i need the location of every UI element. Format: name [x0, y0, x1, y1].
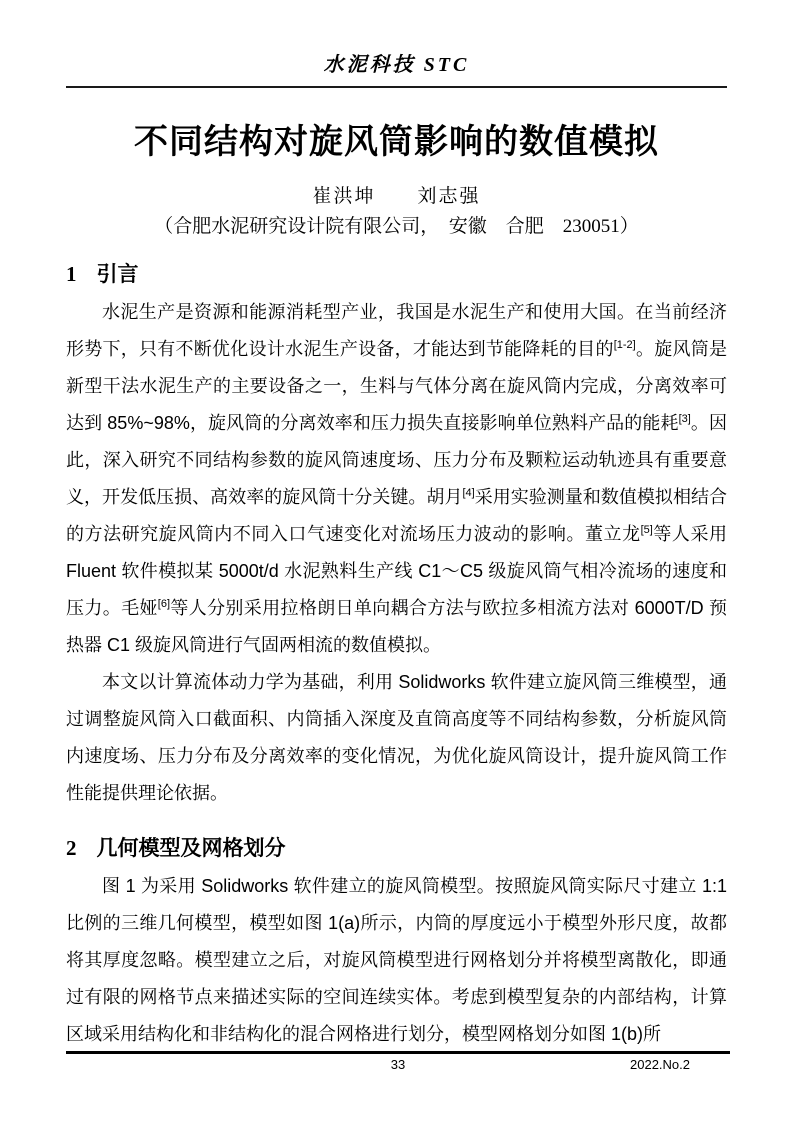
- paragraph-text: 水泥生产是资源和能源消耗型产业，我国是水泥生产和使用大国。在当前经济形势下，只有不断优化设计水泥生产设备，才能达到节能降耗的目的: [66, 302, 727, 359]
- paragraph-text: 图 1 为采用 Solidworks 软件建立的旋风筒模型。按照旋风筒实际尺寸建立 1:1 比例的三维几何模型，模型如图 1(a)所示，内筒的厚度远小于模型外形尺度，故都将其厚度忽略。模型建立之后，对旋风筒模型进行网格划分并将模型离散化，即通过有限的网格节点来描述实际的空间连续实体。考虑到模型复杂的内部结构，计算区域采用结构化和非结构化的混合网格进行划分，模型网格划分如图 1(b)所: [66, 876, 727, 1044]
- reference-superscript: [1-2]: [613, 339, 636, 351]
- paragraph-text: 等人分别采用拉格朗日单向耦合方法与欧拉多相流方法对 6000T/D 预热器 C1 级旋风筒进行气固两相流的数值模拟。: [66, 598, 727, 655]
- section-heading: [66, 258, 727, 288]
- page-number: 33: [390, 1057, 406, 1072]
- section-heading: [66, 832, 727, 862]
- author-names: 崔洪坤 刘志强: [312, 186, 481, 207]
- reference-superscript: [5]: [640, 524, 653, 536]
- section-title: 几何模型及网格划分: [96, 837, 286, 860]
- section-number: 2: [66, 836, 77, 860]
- section-title: 引言: [96, 263, 139, 286]
- footer-rule: [66, 1051, 730, 1054]
- paragraph-text: 等人采用 Fluent 软件模拟某 5000t/d 水泥熟料生产线 C1～C5 级旋风筒气相冷流场的速度和压力。毛娅: [66, 524, 728, 618]
- header-rule: [66, 86, 727, 88]
- sections: [66, 258, 727, 1053]
- body-paragraph: [66, 868, 727, 1053]
- paragraph-text: 。因此，深入研究不同结构参数的旋风筒速度场、压力分布及颗粒运动轨迹具有重要意义，开发低压损、高效率的旋风筒十分关键。胡月: [66, 413, 728, 507]
- reference-superscript: [6]: [157, 598, 171, 610]
- journal-running-head: 水泥科技 STC: [323, 54, 470, 76]
- author-affiliation: （合肥水泥研究设计院有限公司， 安徽 合肥 230051）: [154, 216, 639, 237]
- body-paragraph: [66, 664, 727, 812]
- page-footer: [66, 1051, 730, 1072]
- reference-superscript: [3]: [678, 413, 691, 425]
- article-title: 不同结构对旋风筒影响的数值模拟: [134, 123, 659, 161]
- footer-row: [66, 1057, 730, 1072]
- body-paragraph: [66, 294, 727, 664]
- page-content: [66, 0, 727, 1053]
- paragraph-text: 采用实验测量和数值模拟相结合的方法研究旋风筒内不同入口气速变化对流场压力波动的影响。董立龙: [66, 487, 727, 544]
- paragraph-text: 本文以计算流体动力学为基础，利用 Solidworks 软件建立旋风筒三维模型，通过调整旋风筒入口截面积、内筒插入深度及直筒高度等不同结构参数，分析旋风筒内速度场、压力分布及分离效率的变化情况，为优化旋风筒设计，提升旋风筒工作性能提供理论依据。: [66, 672, 727, 803]
- reference-superscript: [4]: [462, 487, 475, 499]
- issue-label: 2022.No.2: [630, 1057, 690, 1072]
- paragraph-text: 。旋风筒是新型干法水泥生产的主要设备之一，生料与气体分离在旋风筒内完成，分离效率可达到 85%~98%，旋风筒的分离效率和压力损失直接影响单位熟料产品的能耗: [66, 339, 728, 433]
- section-number: 1: [66, 262, 77, 286]
